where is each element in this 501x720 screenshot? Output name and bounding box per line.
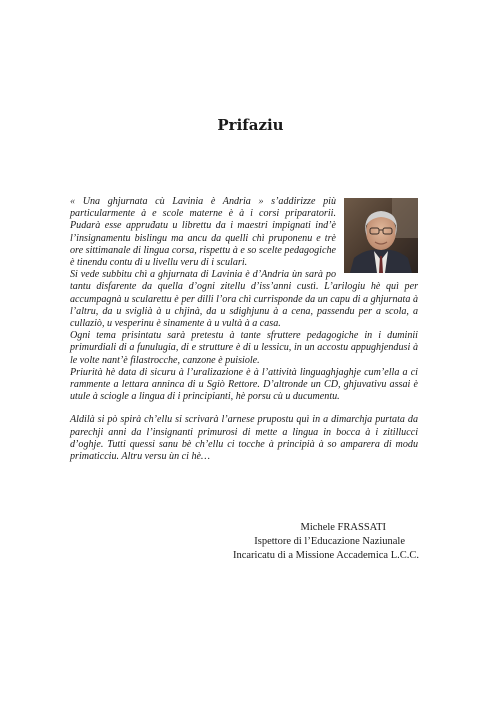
paragraph-2: Si vede subbitu chì a ghjurnata di Lavinia è d’Andria ùn sarà po tantu disfarente da quella d’ogni zitellu d’iss’anni custì. L’arilogiu hè quì per accumpagnà u scularettu è per dilli l’ora chì currisponde da un capu di a ghjurnata à l’altru, da u sviglià à u chjinà, da u sdighjunu à a cena, passendu per a scola, a cullaziò, u vesperinu è sinamente à u vultà à a casa. <box>70 269 418 330</box>
signature-name: Michele FRASSATI <box>300 522 386 533</box>
page-title: Prifaziu <box>217 116 284 134</box>
paragraph-4: Priurità hè data di sicuru à l’uralizazione è à l’attività linguaghjaghje cum’ella a ci rammente a lettara anninca di u Sgiò Rettore. D’altronde un CD, ghjuvativu assai è utule à sciogle a lingua di i principianti, hè porsu cù u ducumentu. <box>70 366 418 403</box>
paragraph-3: Ogni tema prisintatu sarà pretestu à tante sfruttere pedagogiche in i duminii primurdiali di a funulugia, di e strutture è di u lessicu, in un accostu appughjendusi à le volte nant’è filastrocche, canzone è puisiole. <box>70 330 418 366</box>
preface-body <box>70 196 418 463</box>
signature-block <box>0 521 419 563</box>
signature-role: Ispettore di l’Educazione Naziunale <box>254 536 405 547</box>
paragraph-5: Aldilà si pò spirà ch’ellu si scrivarà l’arnese prupostu quì in a dimarchja purtata da parechji anni da l’insignanti primurosi di mette a lingua in bocca à i zitillucci d’oghje. Tutti quessi sanu bè ch’ellu ci tocche à principià à so amparera di modu primaticciu. Altru versu ùn ci hè… <box>70 414 418 463</box>
paragraph-1: « Una ghjurnata cù Lavinia è Andria » s’addirizze più particularmente à e scole materne è à i corsi priparatorii. Pudarà esse appruđatu u librettu da i maestri impignati ind’è l’insignamentu bislingu ma ancu da quelli chì pruponenu e trè ore sittimanale di lingua corsa, rispettu à e so scelte pedagogiche è tinendu contu di u livellu veru di i sculari. <box>70 196 336 269</box>
signature-mission: Incaricatu di a Missione Accademica L.C.C. <box>232 550 419 561</box>
author-portrait-photo <box>344 198 418 273</box>
